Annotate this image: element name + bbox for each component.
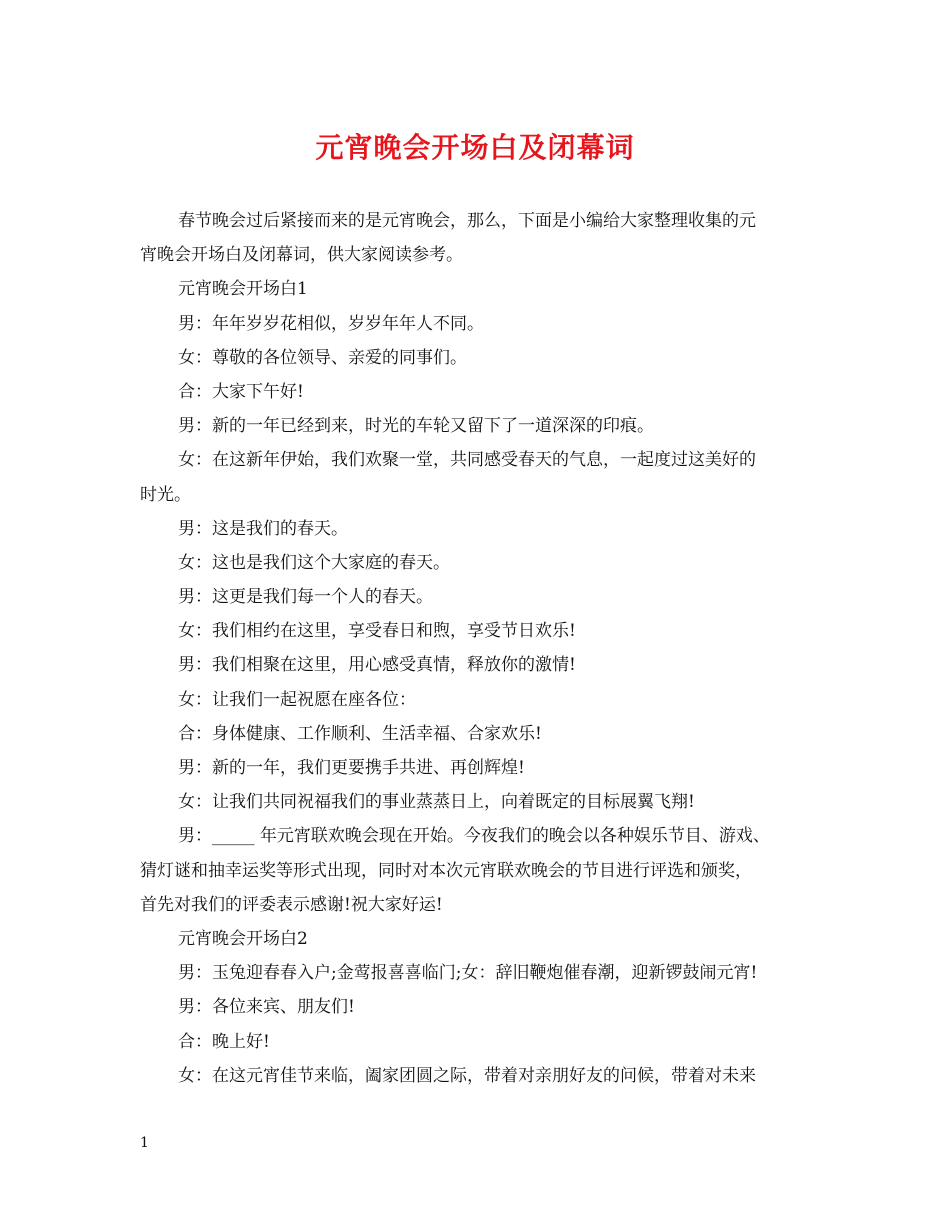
text-line: 女：尊敬的各位领导、亲爱的同事们。 [178, 347, 467, 368]
text-line: 女：在这元宵佳节来临，阖家团圆之际，带着对亲朋好友的问候，带着对未来 [178, 1065, 756, 1086]
text-line: 春节晚会过后紧接而来的是元宵晚会，那么，下面是小编给大家整理收集的元 [178, 211, 756, 231]
text-line: 男：年年岁岁花相似，岁岁年年人不同。 [178, 313, 484, 334]
text-line: 首先对我们的评委表示感谢!祝大家好运! [140, 894, 443, 915]
text-line: 女：这也是我们这个大家庭的春天。 [178, 552, 450, 573]
text-line: 男：_____ 年元宵联欢晚会现在开始。今夜我们的晚会以各种娱乐节目、游戏、 [178, 826, 770, 847]
text-line: 男：新的一年已经到来，时光的车轮又留下了一道深深的印痕。 [178, 416, 654, 437]
document-body [140, 204, 815, 1093]
document-title: 元宵晚会开场白及闭幕词 [315, 131, 635, 164]
text-line: 女：让我们共同祝福我们的事业蒸蒸日上，向着既定的目标展翼飞翔! [178, 792, 695, 813]
text-line: 男：玉兔迎春春入户;金莺报喜喜临门;女：辞旧鞭炮催春潮，迎新锣鼓闹元宵! [178, 963, 758, 984]
text-line: 合：大家下午好! [178, 381, 304, 402]
text-line: 元宵晚会开场白1 [178, 279, 308, 300]
text-line: 男：这更是我们每一个人的春天。 [178, 587, 433, 608]
text-line: 男：我们相聚在这里，用心感受真情，释放你的激情! [178, 655, 576, 676]
text-line: 元宵晚会开场白2 [178, 928, 308, 949]
text-line: 女：在这新年伊始，我们欢聚一堂，共同感受春天的气息，一起度过这美好的 [178, 450, 756, 471]
text-line: 女：我们相约在这里，享受春日和煦，享受节日欢乐! [178, 621, 576, 642]
text-line: 合：晚上好! [178, 1031, 270, 1052]
text-line: 男：这是我们的春天。 [178, 518, 348, 539]
page-number: 1 [140, 1135, 149, 1151]
text-line: 时光。 [140, 484, 191, 505]
text-line: 宵晚会开场白及闭幕词，供大家阅读参考。 [140, 245, 463, 266]
text-line: 合：身体健康、工作顺利、生活幸福、合家欢乐! [178, 723, 542, 744]
text-line: 男：各位来宾、朋友们! [178, 997, 355, 1018]
text-line: 男：新的一年，我们更要携手共进、再创辉煌! [178, 758, 525, 778]
text-line: 女：让我们一起祝愿在座各位： [178, 689, 416, 710]
text-line: 猜灯谜和抽幸运奖等形式出现，同时对本次元宵联欢晚会的节目进行评选和颁奖， [140, 860, 752, 881]
